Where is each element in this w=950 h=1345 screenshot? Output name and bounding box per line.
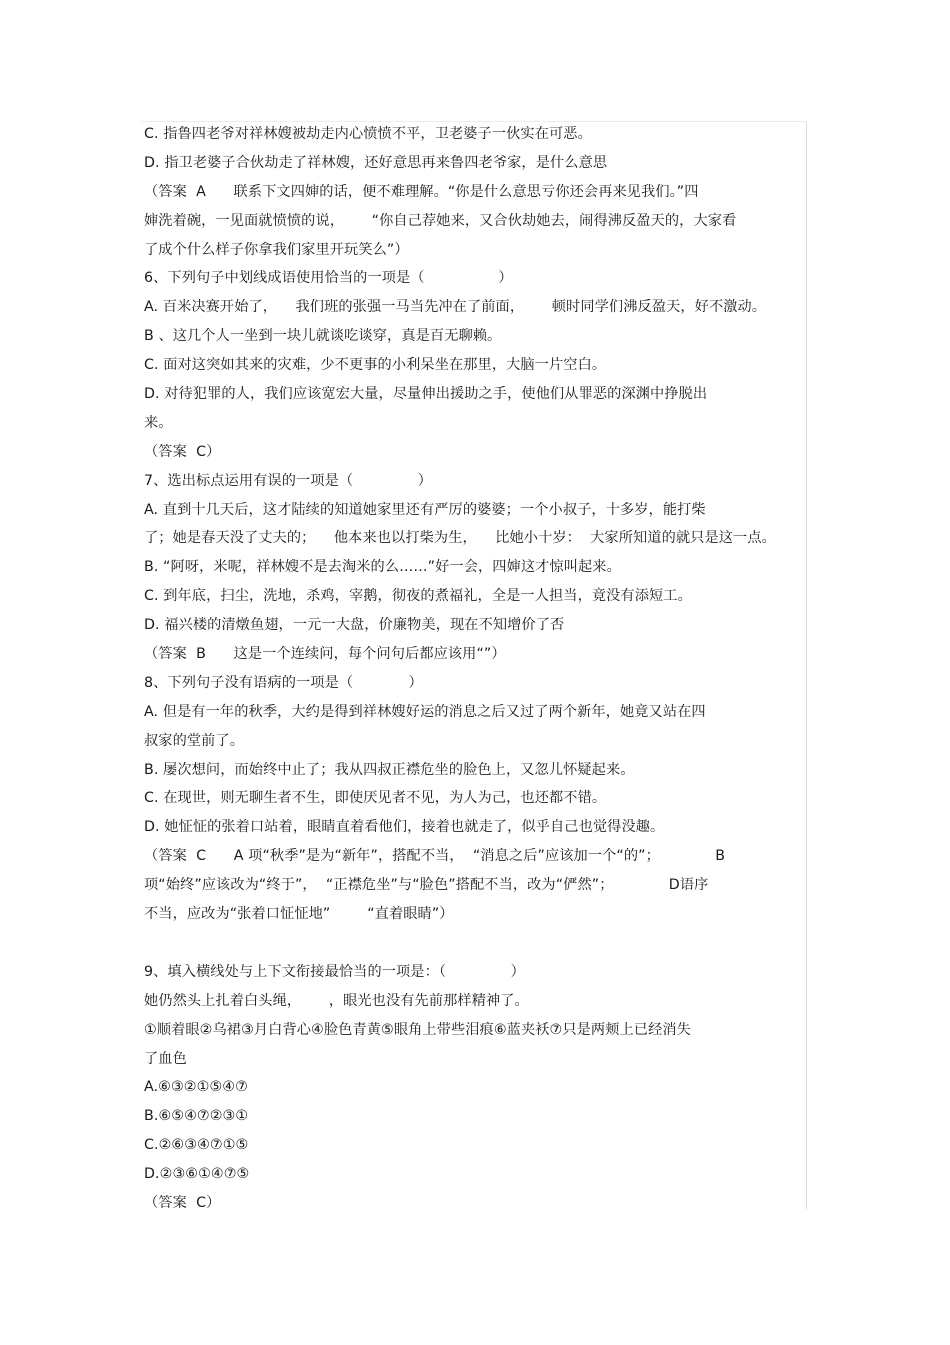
- text-line: 婶洗着碗，一见面就愤愤的说， “你自己荐她来，又合伙劫她去，闹得沸反盈天的，大家看: [144, 212, 737, 229]
- text-line: （答案 B 这是一个连续问，每个问句后都应该用“”）: [144, 646, 506, 663]
- text-line: （答案 C）: [144, 443, 221, 460]
- text-line: A. 直到十几天后，这才陆续的知道她家里还有严厉的婆婆；一个小叔子，十多岁，能打柴: [144, 501, 706, 518]
- text-line: 了成个什么样子你拿我们家里开玩笑么”）: [144, 241, 409, 258]
- text-line: B. “阿呀，米呢，祥林嫂不是去淘米的么……”好一会，四婶这才惊叫起来。: [144, 559, 621, 576]
- text-line: 不当，应改为“张着口怔怔地” “直着眼睛”）: [144, 906, 454, 923]
- text-line: 9、填入横线处与上下文衔接最恰当的一项是：（ ）: [144, 963, 525, 980]
- text-line: （答案 C）: [144, 1194, 221, 1211]
- text-line: B 、这几个人一坐到一块儿就谈吃谈穿，真是百无聊赖。: [144, 328, 502, 345]
- text-line: A. 但是有一年的秋季，大约是得到祥林嫂好运的消息之后又过了两个新年，她竟又站在四: [144, 703, 706, 720]
- text-line: C. 在现世，则无聊生者不生，即使厌见者不见，为人为己，也还都不错。: [144, 790, 607, 807]
- text-line: 叔家的堂前了。: [144, 732, 245, 749]
- text-line: D. 对待犯罪的人，我们应该宽宏大量，尽量伸出援助之手，使他们从罪恶的深渊中挣脱出: [144, 386, 708, 403]
- text-line: B.⑥⑤④⑦②③①: [144, 1108, 249, 1125]
- text-line: A.⑥③②①⑤④⑦: [144, 1079, 248, 1096]
- text-line: C.②⑥③④⑦①⑤: [144, 1137, 249, 1154]
- text-line: D. 福兴楼的清燉鱼翅，一元一大盘，价廉物美，现在不知增价了否: [144, 617, 565, 634]
- text-line: B. 屡次想问，而始终中止了；我从四叔正襟危坐的脸色上，又忽儿怀疑起来。: [144, 761, 635, 778]
- text-line: D. 指卫老婆子合伙劫走了祥林嫂，还好意思再来鲁四老爷家，是什么意思: [144, 154, 608, 171]
- text-line: 项“始终”应该改为“终于”， “正襟危坐”与“脸色”搭配不当，改为“俨然”； D语序: [144, 877, 709, 894]
- text-line: 8、下列句子没有语病的一项是（ ）: [144, 674, 423, 691]
- text-line: （答案 A 联系下文四婶的话，便不难理解。“你是什么意思亏你还会再来见我们。”四: [144, 183, 699, 200]
- text-line: 了；她是春天没了丈夫的； 他本来也以打柴为生， 比她小十岁： 大家所知道的就只是这一点。: [144, 530, 776, 547]
- text-line: ①顺着眼②乌裙③月白背心④脸色青黄⑤眼角上带些泪痕⑥蓝夹袄⑦只是两颊上已经消失: [144, 1021, 691, 1038]
- text-line: C. 到年底，扫尘，洗地，杀鸡，宰鹅，彻夜的煮福礼，全是一人担当，竟没有添短工。: [144, 588, 692, 605]
- text-line: 6、下列句子中划线成语使用恰当的一项是（ ）: [144, 270, 513, 287]
- text-line: D. 她怔怔的张着口站着，眼睛直着看他们，接着也就走了，似乎自己也觉得没趣。: [144, 819, 665, 836]
- text-line: （答案 C A 项“秋季”是为“新年”，搭配不当， “消息之后”应该加一个“的”； B: [144, 848, 726, 865]
- text-line: 7、选出标点运用有误的一项是（ ）: [144, 472, 432, 489]
- text-line: C. 指鲁四老爷对祥林嫂被劫走内心愤愤不平，卫老婆子一伙实在可恶。: [144, 126, 592, 142]
- text-line: D.②③⑥①④⑦⑤: [144, 1166, 250, 1183]
- text-line: 了血色: [144, 1050, 187, 1067]
- text-line: 她仍然头上扎着白头绳， ，眼光也没有先前那样精神了。: [144, 992, 529, 1009]
- text-line: A. 百米决赛开始了， 我们班的张强一马当先冲在了前面， 顿时同学们沸反盈天，好不激动。: [144, 299, 767, 316]
- text-line: [144, 929, 809, 958]
- text-line: 来。: [144, 414, 173, 431]
- text-line: C. 面对这突如其来的灾难，少不更事的小利呆坐在那里，大脑一片空白。: [144, 357, 607, 374]
- document-content: [144, 120, 809, 1218]
